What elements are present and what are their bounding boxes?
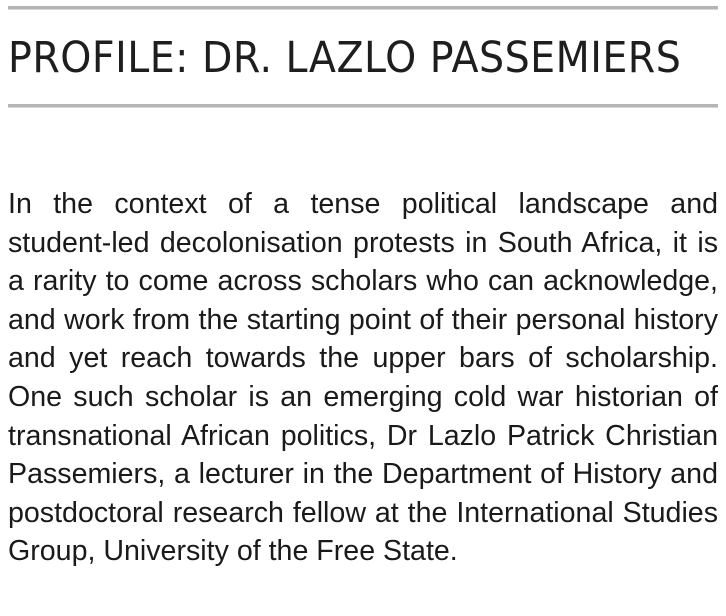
top-divider: [8, 6, 718, 10]
article-paragraph: In the context of a tense political landscape and student-led decolonisation protests in South Africa, it is a rarity to come across scholars who can acknowledge, and work from the starting point of their personal history and yet reach towards the upper bars of scholarship. One such scholar is an emerging cold war historian of transnational African politics, Dr Lazlo Patrick Christian Passemiers, a lecturer in the Department of History and postdoctoral research fellow at the International Studies Group, University of the Free State.: [8, 188, 718, 568]
page-title: PROFILE: DR. LAZLO PASSEMIERS: [8, 33, 682, 83]
bottom-divider: [8, 104, 718, 108]
